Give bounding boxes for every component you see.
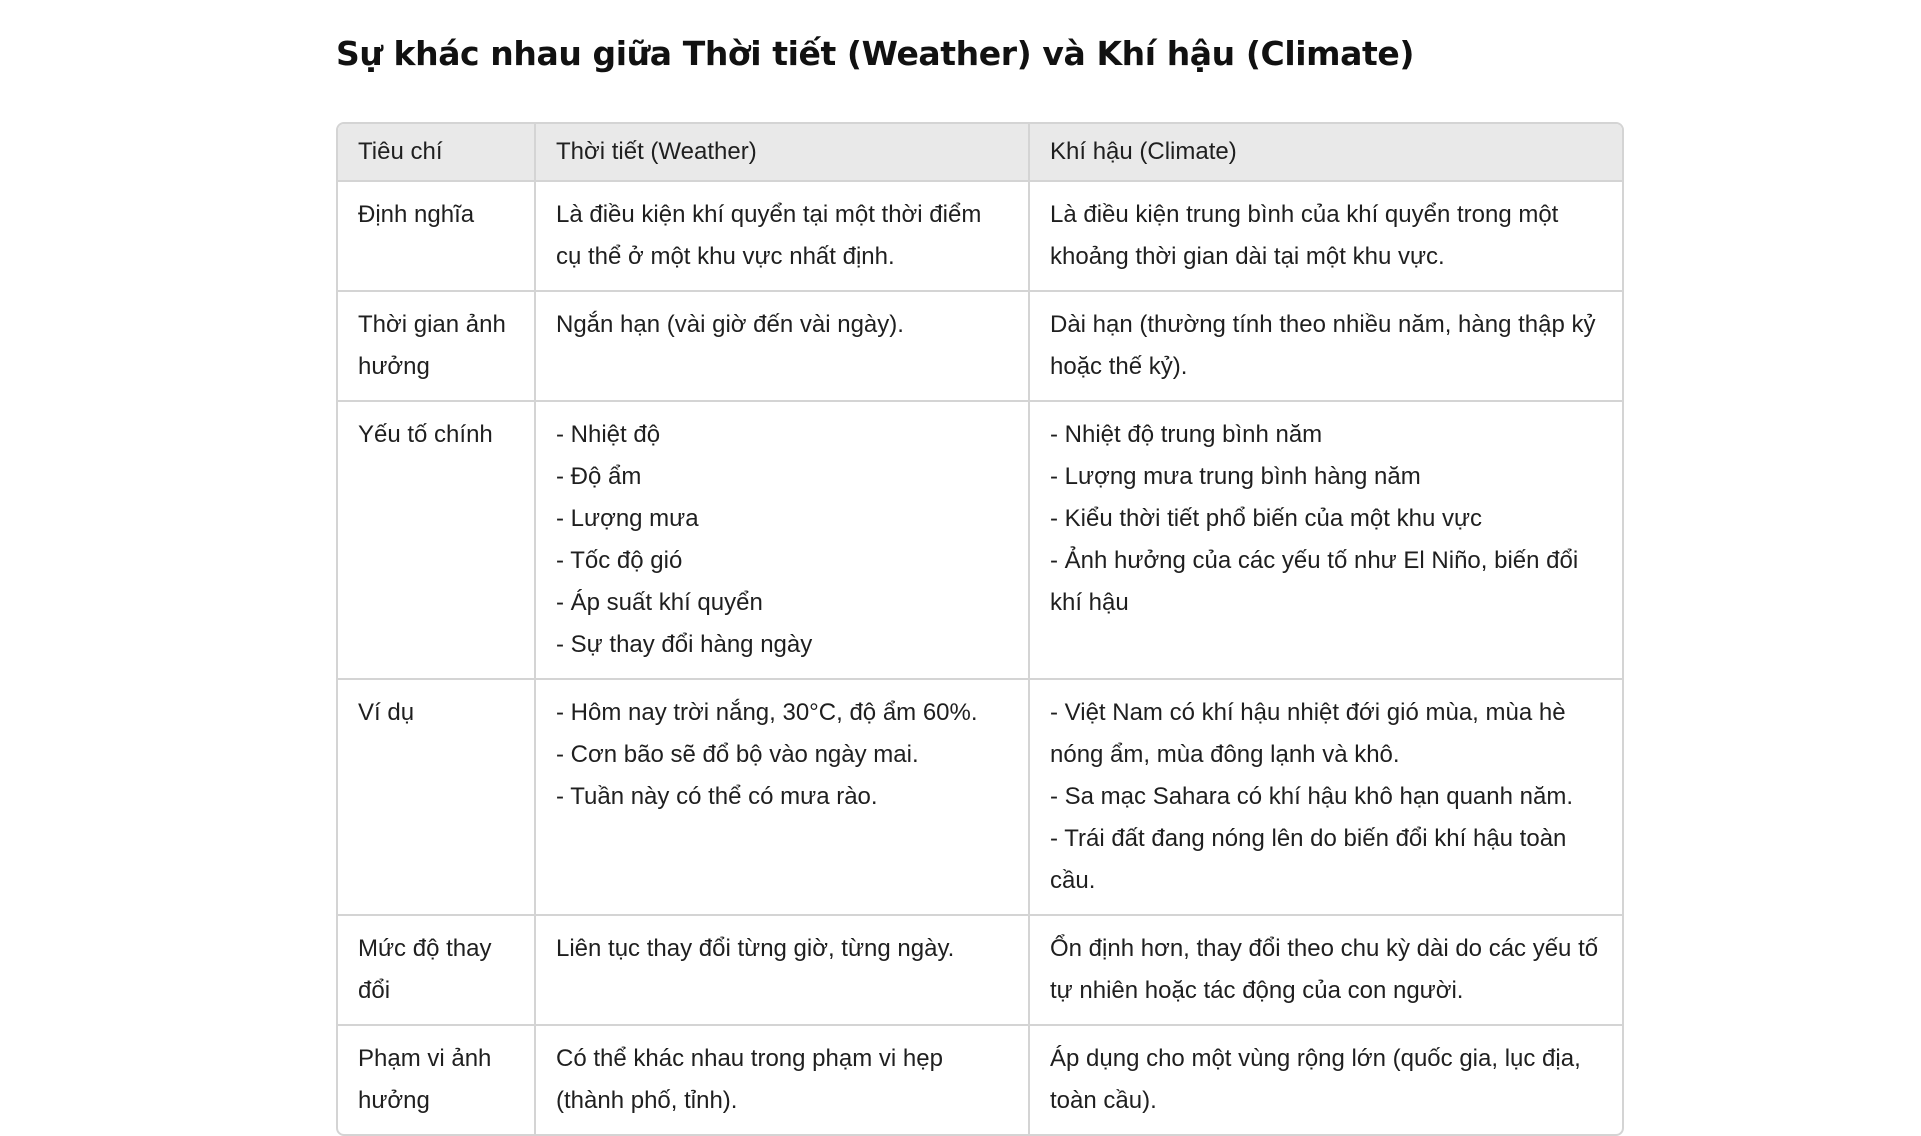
cell-line: Có thể khác nhau trong phạm vi hẹp (thành phố, tỉnh).: [556, 1045, 943, 1114]
table-row: [338, 1026, 1622, 1134]
list-item: - Độ ẩm: [556, 463, 642, 490]
table-row: [338, 182, 1622, 292]
header-criterion: Tiêu chí: [338, 124, 536, 182]
header-climate: Khí hậu (Climate): [1030, 124, 1622, 182]
climate-cell: [1030, 916, 1622, 1026]
weather-cell: [536, 402, 1030, 680]
list-item: - Cơn bão sẽ đổ bộ vào ngày mai.: [556, 741, 919, 768]
document: [336, 26, 1620, 1136]
page-title: Sự khác nhau giữa Thời tiết (Weather) và Khí hậu (Climate): [336, 34, 1415, 73]
list-item: - Lượng mưa: [556, 505, 699, 532]
list-item: - Trái đất đang nóng lên do biến đổi khí hậu toàn cầu.: [1050, 825, 1567, 894]
climate-cell: [1030, 402, 1622, 680]
criterion-cell: Phạm vi ảnh hưởng: [338, 1026, 536, 1134]
list-item: - Ảnh hưởng của các yếu tố như El Niño, biến đổi khí hậu: [1050, 547, 1579, 616]
weather-cell: [536, 292, 1030, 402]
climate-cell: [1030, 1026, 1622, 1134]
cell-line: Ổn định hơn, thay đổi theo chu kỳ dài do các yếu tố tự nhiên hoặc tác động của con người.: [1050, 935, 1599, 1004]
climate-cell: [1030, 182, 1622, 292]
weather-cell: [536, 182, 1030, 292]
list-item: - Nhiệt độ: [556, 421, 661, 448]
criterion-cell: Yếu tố chính: [338, 402, 536, 680]
header-weather: Thời tiết (Weather): [536, 124, 1030, 182]
list-item: - Sa mạc Sahara có khí hậu khô hạn quanh năm.: [1050, 783, 1573, 810]
criterion-cell: Ví dụ: [338, 680, 536, 916]
criterion-cell: Thời gian ảnh hưởng: [338, 292, 536, 402]
list-item: - Hôm nay trời nắng, 30°C, độ ẩm 60%.: [556, 699, 978, 726]
table-row: [338, 916, 1622, 1026]
list-item: - Kiểu thời tiết phổ biến của một khu vực: [1050, 505, 1483, 532]
criterion-cell: Định nghĩa: [338, 182, 536, 292]
list-item: - Tuần này có thể có mưa rào.: [556, 783, 878, 810]
table-row: [338, 680, 1622, 916]
table-row: [338, 292, 1622, 402]
comparison-table: [336, 122, 1624, 1136]
table-header-row: [338, 124, 1622, 182]
weather-cell: [536, 680, 1030, 916]
cell-line: Áp dụng cho một vùng rộng lớn (quốc gia, lục địa, toàn cầu).: [1050, 1045, 1581, 1114]
list-item: - Việt Nam có khí hậu nhiệt đới gió mùa, mùa hè nóng ẩm, mùa đông lạnh và khô.: [1050, 699, 1566, 768]
list-item: - Lượng mưa trung bình hàng năm: [1050, 463, 1421, 490]
cell-line: Là điều kiện trung bình của khí quyển trong một khoảng thời gian dài tại một khu vực.: [1050, 201, 1559, 270]
criterion-cell: Mức độ thay đổi: [338, 916, 536, 1026]
weather-cell: [536, 916, 1030, 1026]
table-row: [338, 402, 1622, 680]
list-item: - Nhiệt độ trung bình năm: [1050, 421, 1323, 448]
list-item: - Áp suất khí quyển: [556, 589, 763, 616]
cell-line: Là điều kiện khí quyển tại một thời điểm cụ thể ở một khu vực nhất định.: [556, 201, 982, 270]
list-item: - Sự thay đổi hàng ngày: [556, 631, 813, 658]
cell-line: Dài hạn (thường tính theo nhiều năm, hàng thập kỷ hoặc thế kỷ).: [1050, 311, 1596, 380]
list-item: - Tốc độ gió: [556, 547, 683, 574]
weather-cell: [536, 1026, 1030, 1134]
climate-cell: [1030, 292, 1622, 402]
cell-line: Liên tục thay đổi từng giờ, từng ngày.: [556, 935, 955, 962]
climate-cell: [1030, 680, 1622, 916]
cell-line: Ngắn hạn (vài giờ đến vài ngày).: [556, 311, 904, 338]
